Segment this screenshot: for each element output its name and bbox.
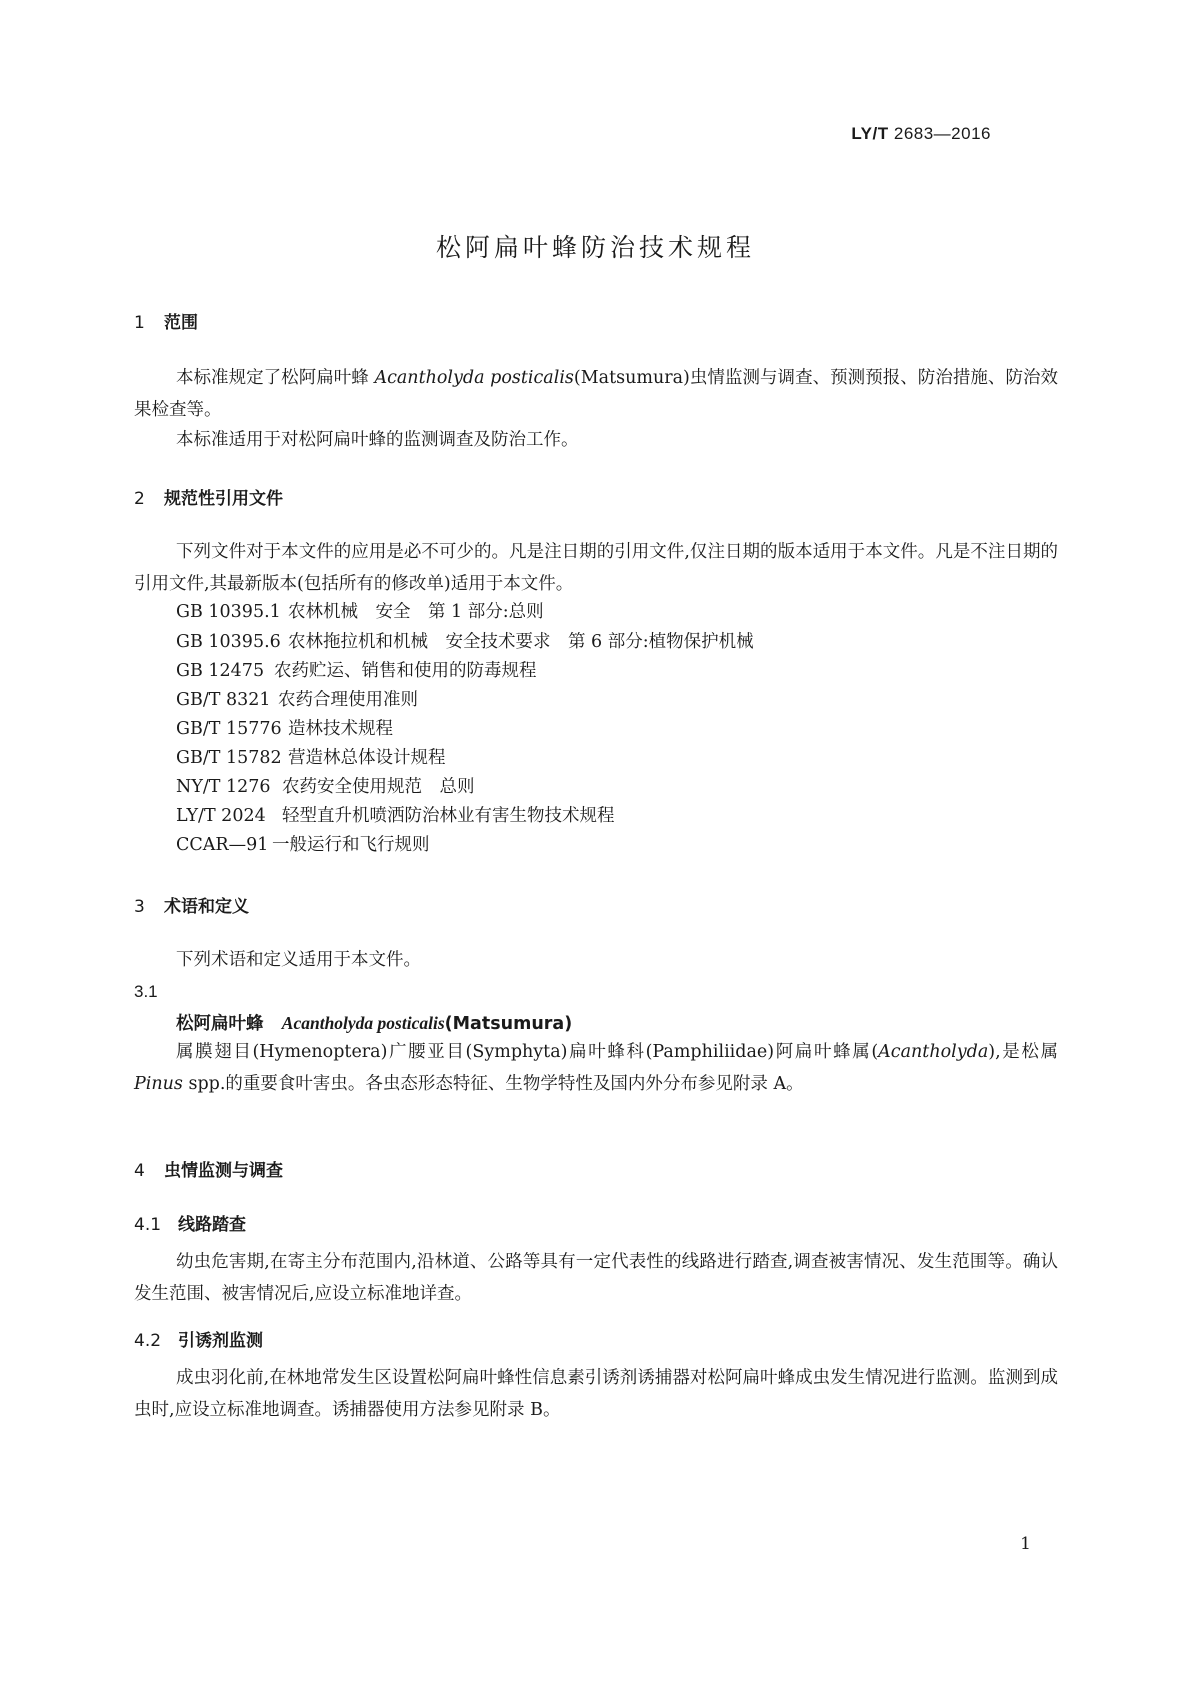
term-definition: 属膜翅目(Hymenoptera)广腰亚目(Symphyta)扁叶蜂科(Pamphiliidae)阿扁叶蜂属(Acantholyda),是松属 Pinus spp.的重要食叶害虫。各虫态形态特征、生物学特性及国内外分布参见附录 A。 bbox=[134, 1042, 1059, 1094]
reference-item: GB/T 8321 农药合理使用准则 bbox=[176, 690, 418, 710]
section-2-intro: 下列文件对于本文件的应用是必不可少的。凡是注日期的引用文件,仅注日期的版本适用于本文件。凡是不注日期的引用文件,其最新版本(包括所有的修改单)适用于本文件。 bbox=[134, 542, 1058, 594]
page-title: 松阿扁叶蜂防治技术规程 bbox=[435, 233, 755, 262]
reference-item: GB 10395.1 农林机械 安全 第 1 部分:总则 bbox=[176, 602, 544, 622]
section-1-heading: 1 范围 bbox=[134, 313, 198, 333]
reference-item: GB 12475 农药贮运、销售和使用的防毒规程 bbox=[176, 661, 537, 681]
section-3-heading: 3 术语和定义 bbox=[134, 897, 249, 917]
section-4-1-paragraph: 幼虫危害期,在寄主分布范围内,沿林道、公路等具有一定代表性的线路进行踏查,调查被害情况、发生范围等。确认发生范围、被害情况后,应设立标准地详查。 bbox=[134, 1252, 1058, 1304]
reference-item: GB/T 15782 营造林总体设计规程 bbox=[176, 748, 446, 768]
section-3-intro: 下列术语和定义适用于本文件。 bbox=[176, 950, 421, 970]
reference-item: CCAR—91 一般运行和飞行规则 bbox=[176, 835, 430, 855]
reference-item: LY/T 2024 轻型直升机喷洒防治林业有害生物技术规程 bbox=[176, 806, 615, 826]
term-number: 3.1 bbox=[134, 982, 158, 1001]
section-1-paragraph-1: 本标准规定了松阿扁叶蜂 Acantholyda posticalis(Matsumura)虫情监测与调查、预测预报、防治措施、防治效果检查等。 bbox=[134, 368, 1058, 420]
term-title: 松阿扁叶蜂 Acantholyda posticalis(Matsumura) bbox=[176, 1013, 573, 1034]
standard-code: LY/T 2683—2016 bbox=[851, 124, 991, 143]
section-1-paragraph-2: 本标准适用于对松阿扁叶蜂的监测调查及防治工作。 bbox=[176, 430, 579, 450]
section-4-2-heading: 4.2 引诱剂监测 bbox=[134, 1331, 263, 1351]
reference-item: GB/T 15776 造林技术规程 bbox=[176, 719, 393, 739]
page-number: 1 bbox=[1020, 1534, 1031, 1554]
section-4-2-paragraph: 成虫羽化前,在林地常发生区设置松阿扁叶蜂性信息素引诱剂诱捕器对松阿扁叶蜂成虫发生情况进行监测。监测到成虫时,应设立标准地调查。诱捕器使用方法参见附录 B。 bbox=[134, 1368, 1058, 1420]
section-4-heading: 4 虫情监测与调查 bbox=[134, 1161, 283, 1181]
section-4-1-heading: 4.1 线路踏查 bbox=[134, 1215, 246, 1235]
reference-item: NY/T 1276 农药安全使用规范 总则 bbox=[176, 777, 475, 797]
section-2-heading: 2 规范性引用文件 bbox=[134, 489, 283, 509]
reference-item: GB 10395.6 农林拖拉机和机械 安全技术要求 第 6 部分:植物保护机械 bbox=[176, 632, 754, 652]
